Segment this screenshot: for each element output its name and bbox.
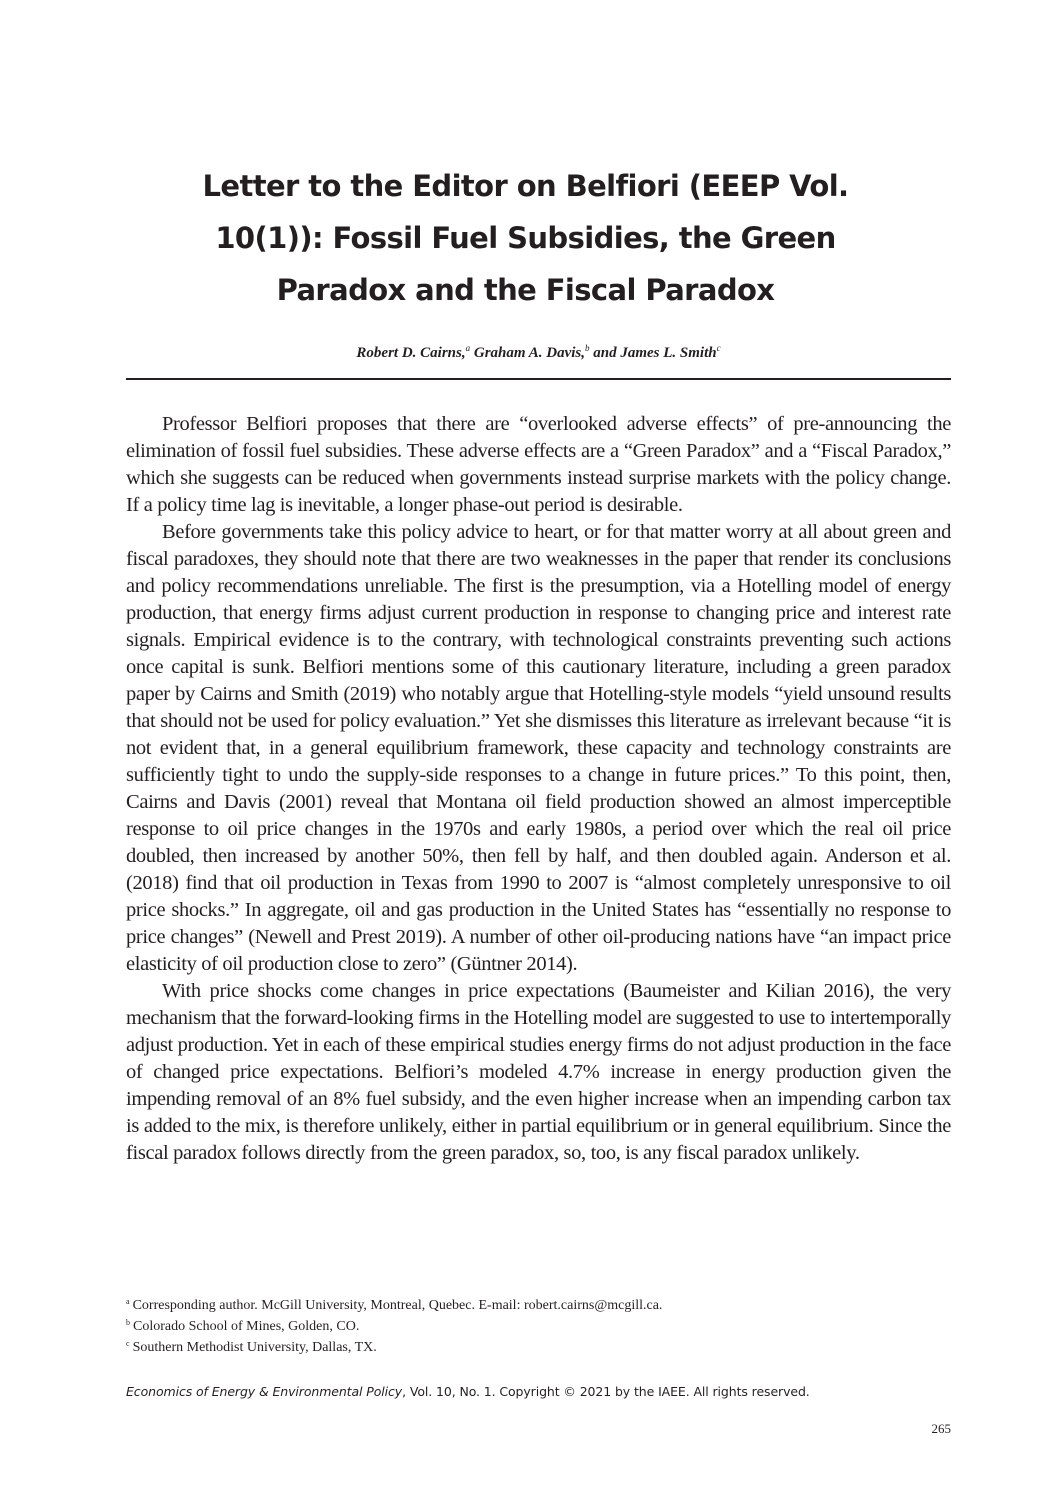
author-name: Graham A. Davis,: [473, 345, 585, 361]
body-paragraph: Professor Belfiori proposes that there are “overlooked adverse effects” of pre-announcing the elimination of fossil fuel subsidies. These adverse effects are a “Green Paradox” and a “Fiscal Paradox,” which she suggests can be reduced when governments instead surprise markets with the policy change. If a policy time lag is inevitable, a longer phase-out period is desirable.: [126, 413, 951, 516]
footnote: [126, 1295, 951, 1316]
footnote-mark: c: [126, 1339, 130, 1348]
body-paragraph: With price shocks come changes in price expectations (Baumeister and Kilian 2016), the very mechanism that the forward-looking firms in the Hotelling model are suggested to use to intertemporally adjust production. Yet in each of these empirical studies energy firms do not adjust production in the face of changed price expectations. Belfiori’s modeled 4.7% increase in energy production given the impending removal of an 8% fuel subsidy, and the even higher increase when an impending carbon tax is added to the mix, is therefore unlikely, either in partial equilibrium or in general equilibrium. Since the fiscal paradox follows directly from the green paradox, so, too, is any fiscal paradox unlikely.: [126, 980, 951, 1164]
footnotes: [126, 1295, 951, 1358]
article-title: Letter to the Editor on Belfiori (EEEP Vol. 10(1)): Fossil Fuel Subsidies, the Green Paradox and the Fiscal Paradox: [202, 169, 849, 307]
journal-name: Economics of Energy & Environmental Policy: [126, 1384, 403, 1399]
article-body: [126, 411, 951, 1167]
header-rule: [126, 378, 951, 380]
author-name: Robert D. Cairns,: [356, 345, 466, 361]
footnote: [126, 1316, 951, 1337]
footnote: [126, 1337, 951, 1358]
body-paragraph: Before governments take this policy advice to heart, or for that matter worry at all about green and fiscal paradoxes, they should note that there are two weaknesses in the paper that render its conclusions and policy recommendations unreliable. The first is the presumption, via a Hotelling model of energy production, that energy firms adjust current production in response to changing price and interest rate signals. Empirical evidence is to the contrary, with technological constraints preventing such actions once capital is sunk. Belfiori mentions some of this cautionary literature, including a green paradox paper by Cairns and Smith (2019) who notably argue that Hotelling-style models “yield unsound results that should not be used for policy evaluation.” Yet she dismisses this literature as irrelevant because “it is not evident that, in a general equilibrium framework, these capacity and technology constraints are sufficiently tight to undo the supply-side responses to a change in future prices.” To this point, then, Cairns and Davis (2001) reveal that Montana oil field production showed an almost imperceptible response to oil price changes in the 1970s and early 1980s, a period over which the real oil price doubled, then increased by another 50%, then fell by half, and then doubled again. Anderson et al. (2018) find that oil production in Texas from 1990 to 2007 is “almost completely unresponsive to oil price shocks.” In aggregate, oil and gas production in the United States has “essentially no response to price changes” (Newell and Prest 2019). A number of other oil-producing nations have “an impact price elasticity of oil production close to zero” (Güntner 2014).: [126, 521, 951, 975]
footnote-mark: b: [126, 1318, 130, 1327]
author-affiliation-mark: c: [716, 343, 721, 353]
author-name: James L. Smith: [620, 345, 717, 361]
author-line: [126, 341, 951, 365]
author-affiliation-mark: b: [584, 343, 590, 353]
author-conjunction: and: [593, 345, 617, 361]
footnote-text: Corresponding author. McGill University, Montreal, Quebec. E-mail: robert.cairns@mcgill.ca.: [132, 1298, 663, 1313]
author-affiliation-mark: a: [465, 343, 471, 353]
footnote-text: Southern Methodist University, Dallas, TX.: [132, 1340, 377, 1355]
footnote-mark: a: [126, 1297, 130, 1306]
journal-details: , Vol. 10, No. 1. Copyright © 2021 by the IAEE. All rights reserved.: [402, 1384, 810, 1399]
journal-citation: [126, 1382, 951, 1402]
page-number: 265: [931, 1421, 951, 1436]
footnote-text: Colorado School of Mines, Golden, CO.: [133, 1319, 360, 1334]
